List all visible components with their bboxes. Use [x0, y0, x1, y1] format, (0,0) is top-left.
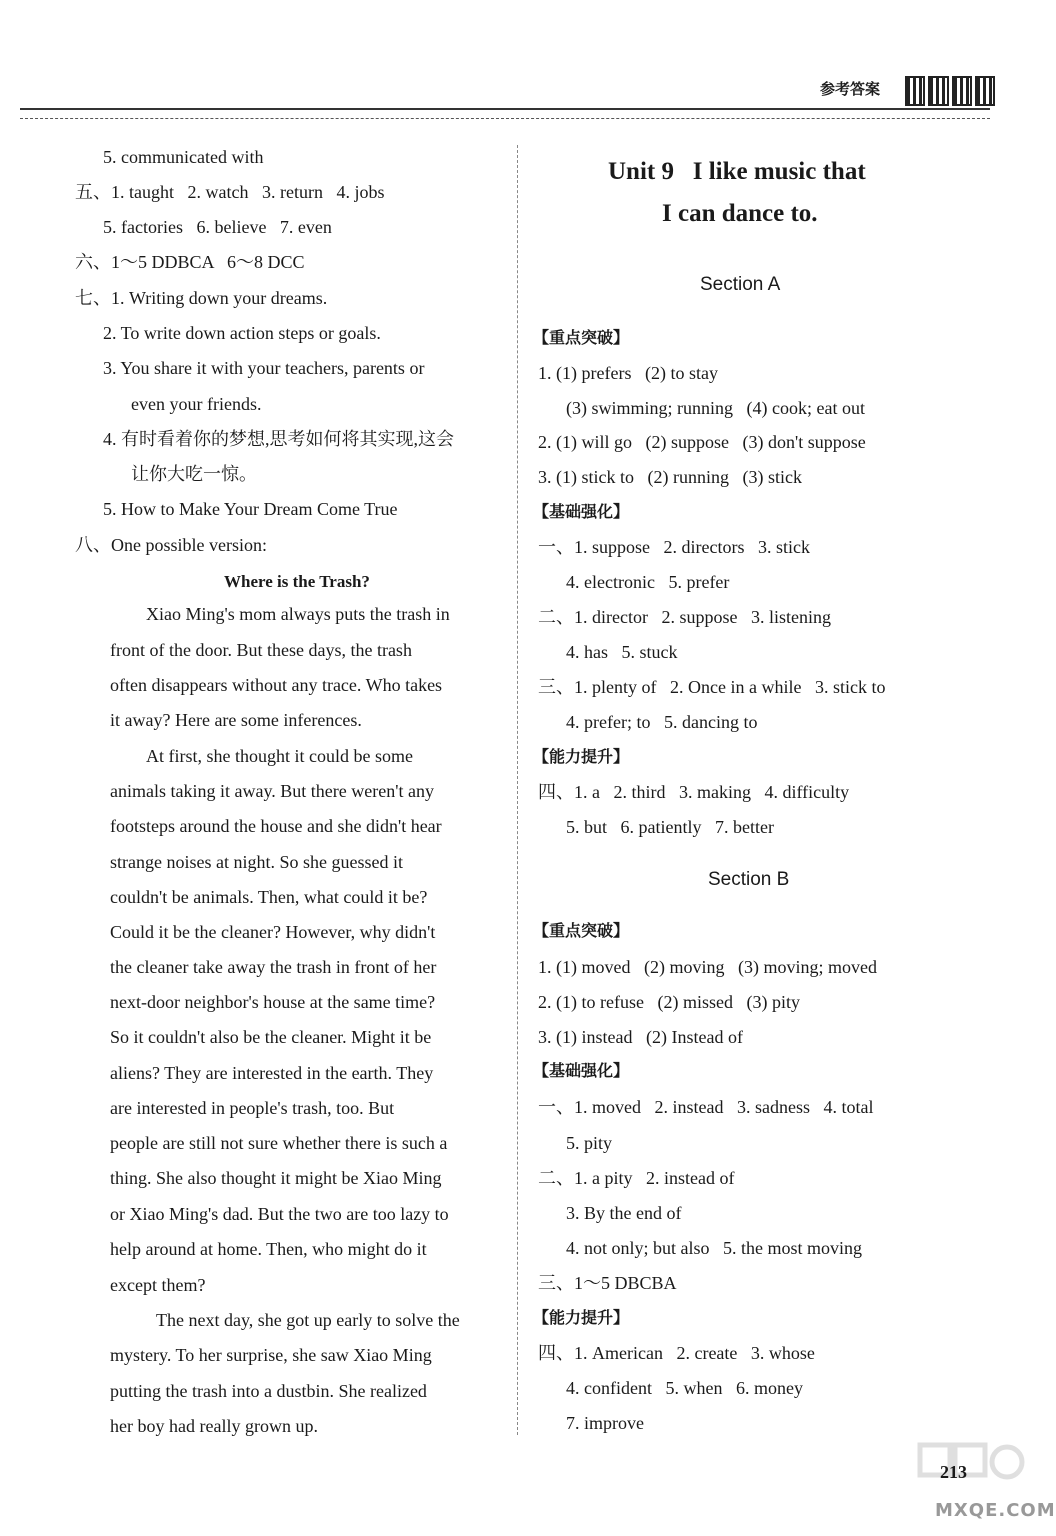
answer-line: 七、1. Writing down your dreams.: [75, 288, 328, 308]
answer-line: putting the trash into a dustbin. She realized: [110, 1381, 427, 1401]
answer-line: So it couldn't also be the cleaner. Might it be: [110, 1027, 432, 1047]
answer-line: 四、1. American 2. create 3. whose: [538, 1343, 815, 1363]
header-dashed-rule: [20, 118, 990, 119]
header-rule: [20, 108, 990, 110]
answer-line: are interested in people's trash, too. But: [110, 1098, 395, 1118]
answer-line: 1. (1) moved (2) moving (3) moving; moved: [538, 957, 877, 977]
answer-line: strange noises at night. So she guessed it: [110, 852, 403, 872]
answer-line: aliens? They are interested in the earth. They: [110, 1063, 434, 1083]
answer-line: 一、1. suppose 2. directors 3. stick: [538, 537, 810, 557]
answer-line: 7. improve: [566, 1413, 644, 1433]
section-tag: 【能力提升】: [533, 747, 630, 766]
answer-line: 3. (1) instead (2) Instead of: [538, 1027, 743, 1047]
unit-title-line2: I can dance to.: [662, 200, 818, 227]
answer-line: 二、1. director 2. suppose 3. listening: [538, 607, 831, 627]
answer-line: 5. factories 6. believe 7. even: [103, 217, 332, 237]
answer-line: next-door neighbor's house at the same time?: [110, 992, 436, 1012]
answer-line: thing. She also thought it might be Xiao Ming: [110, 1168, 442, 1188]
answer-line: help around at home. Then, who might do it: [110, 1239, 427, 1259]
answer-line: (3) swimming; running (4) cook; eat out: [566, 398, 865, 418]
answer-line: 六、1～5 DDBCA 6～8 DCC: [75, 252, 305, 272]
answer-line: even your friends.: [131, 394, 262, 414]
answer-line: 二、1. a pity 2. instead of: [538, 1168, 735, 1188]
answer-line: The next day, she got up early to solve the: [156, 1310, 460, 1330]
answer-line: 5. How to Make Your Dream Come True: [103, 499, 398, 519]
answer-line: 4. electronic 5. prefer: [566, 572, 730, 592]
answer-line: 4. prefer; to 5. dancing to: [566, 712, 758, 732]
section-tag: 【重点突破】: [533, 328, 630, 347]
answer-line: 5. pity: [566, 1133, 613, 1153]
watermark-text: MXQE.COM: [935, 1500, 1056, 1521]
answer-line: 3. You share it with your teachers, parents or: [103, 358, 425, 378]
answer-line: 三、1～5 DBCBA: [538, 1273, 677, 1293]
answer-line: 4. confident 5. when 6. money: [566, 1378, 803, 1398]
section-a-heading: Section A: [700, 274, 781, 295]
answer-line: 1. (1) prefers (2) to stay: [538, 363, 718, 383]
answer-line: 让你大吃一惊。: [131, 464, 257, 484]
answer-line: 2. (1) will go (2) suppose (3) don't suppose: [538, 432, 866, 452]
answer-line: 5. communicated with: [103, 147, 264, 167]
answer-line: her boy had really grown up.: [110, 1416, 318, 1436]
answer-line: Xiao Ming's mom always puts the trash in: [146, 604, 450, 624]
column-divider: [517, 145, 518, 1435]
answer-line: footsteps around the house and she didn't hear: [110, 816, 442, 836]
answer-line: often disappears without any trace. Who takes: [110, 675, 443, 695]
answer-line: animals taking it away. But there weren't any: [110, 781, 434, 801]
answer-line: 4. has 5. stuck: [566, 642, 678, 662]
unit-title-line1: Unit 9 I like music that: [608, 158, 866, 185]
answer-line: 五、1. taught 2. watch 3. return 4. jobs: [75, 182, 385, 202]
header-decoration: [905, 76, 995, 106]
answer-line: or Xiao Ming's dad. But the two are too lazy to: [110, 1204, 449, 1224]
answer-line: 三、1. plenty of 2. Once in a while 3. stick to: [538, 677, 886, 697]
answer-line: couldn't be animals. Then, what could it be?: [110, 887, 428, 907]
answer-line: 3. By the end of: [566, 1203, 682, 1223]
answer-line: 四、1. a 2. third 3. making 4. difficulty: [538, 782, 850, 802]
section-tag: 【能力提升】: [533, 1308, 630, 1327]
answer-line: people are still not sure whether there is such a: [110, 1133, 448, 1153]
answer-line: it away? Here are some inferences.: [110, 710, 362, 730]
answer-line: 4. 有时看着你的梦想,思考如何将其实现,这会: [103, 429, 454, 449]
answer-line: 5. but 6. patiently 7. better: [566, 817, 774, 837]
answer-line: mystery. To her surprise, she saw Xiao Ming: [110, 1345, 432, 1365]
answer-line: the cleaner take away the trash in front of her: [110, 957, 437, 977]
page-number: 213: [940, 1462, 967, 1482]
answer-line: 八、One possible version:: [75, 535, 267, 555]
section-tag: 【基础强化】: [533, 1061, 630, 1080]
answer-line: 2. (1) to refuse (2) missed (3) pity: [538, 992, 800, 1012]
section-tag: 【重点突破】: [533, 921, 630, 940]
header-title: 参考答案: [820, 80, 881, 98]
section-b-heading: Section B: [708, 869, 790, 890]
answer-line: 2. To write down action steps or goals.: [103, 323, 381, 343]
answer-line: 4. not only; but also 5. the most moving: [566, 1238, 862, 1258]
answer-line: Could it be the cleaner? However, why didn't: [110, 922, 436, 942]
essay-title: Where is the Trash?: [224, 572, 370, 591]
answer-line: front of the door. But these days, the trash: [110, 640, 412, 660]
answer-line: except them?: [110, 1275, 206, 1295]
answer-line: 一、1. moved 2. instead 3. sadness 4. total: [538, 1097, 874, 1117]
answer-line: At first, she thought it could be some: [146, 746, 413, 766]
answer-line: 3. (1) stick to (2) running (3) stick: [538, 467, 802, 487]
section-tag: 【基础强化】: [533, 502, 630, 521]
